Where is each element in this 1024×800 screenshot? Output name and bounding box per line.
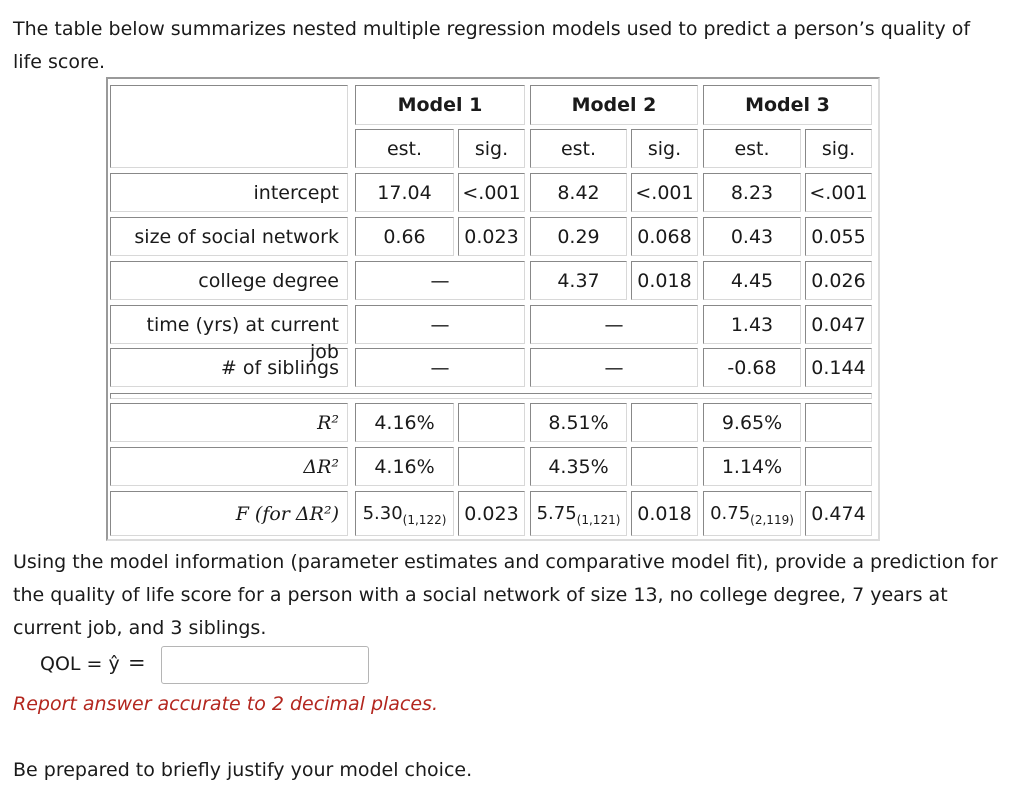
answer-label: QOL = ŷ — [40, 653, 120, 675]
table-corner — [110, 85, 348, 168]
equals-sign: = — [128, 651, 146, 675]
f-df: (1,121) — [576, 512, 621, 527]
row-label-siblings: # of siblings — [110, 348, 348, 387]
model-3-header: Model 3 — [703, 85, 872, 125]
row-label-time-at-job: time (yrs) at current — [110, 305, 348, 344]
row-label-college-degree: college degree — [110, 261, 348, 300]
model-1-header: Model 1 — [355, 85, 525, 125]
m1-est-header: est. — [355, 129, 454, 168]
table-cell: — — [530, 305, 698, 344]
table-cell: 8.51% — [530, 403, 627, 442]
row-label-intercept: intercept — [110, 173, 348, 212]
table-cell: — — [530, 348, 698, 387]
f-value-m1 — [355, 491, 454, 536]
table-cell: 4.16% — [355, 403, 454, 442]
table-cell — [631, 447, 698, 486]
answer-input[interactable] — [161, 646, 369, 684]
table-cell: — — [355, 261, 525, 300]
table-cell: 4.45 — [703, 261, 801, 300]
f-value: 5.75 — [536, 503, 577, 524]
report-note: Report answer accurate to 2 decimal places. — [13, 693, 438, 715]
f-value: 5.30 — [362, 503, 403, 524]
f-df: (1,122) — [402, 512, 447, 527]
table-cell: 8.23 — [703, 173, 801, 212]
f-df: (2,119) — [750, 512, 794, 527]
table-cell: 1.14% — [703, 447, 801, 486]
m2-est-header: est. — [530, 129, 627, 168]
table-cell: 4.16% — [355, 447, 454, 486]
f-value-m2 — [530, 491, 627, 536]
table-divider — [110, 393, 872, 399]
table-cell: <.001 — [631, 173, 698, 212]
table-cell: 0.047 — [805, 305, 872, 344]
table-cell: 8.42 — [530, 173, 627, 212]
table-cell: 0.018 — [631, 491, 698, 536]
table-cell: — — [355, 305, 525, 344]
table-cell: 0.018 — [631, 261, 698, 300]
table-cell: -0.68 — [703, 348, 801, 387]
table-cell: 0.023 — [458, 491, 525, 536]
table-cell — [631, 403, 698, 442]
m3-sig-header: sig. — [805, 129, 872, 168]
table-cell: 9.65% — [703, 403, 801, 442]
row-label-r2: R² — [110, 403, 348, 442]
table-cell — [458, 447, 525, 486]
table-cell: 4.35% — [530, 447, 627, 486]
f-value: 0.75 — [710, 503, 751, 524]
intro-text: The table below summarizes nested multiple regression models used to predict a person’s quality of life score. — [13, 18, 971, 73]
table-cell: 17.04 — [355, 173, 454, 212]
question-text: Using the model information (parameter estimates and comparative model fit), provide a prediction for the quality of life score for a person with a social network of size 13, no college degree, 7 years at current job, and 3 siblings. — [13, 551, 998, 639]
table-cell — [805, 447, 872, 486]
table-cell: <.001 — [805, 173, 872, 212]
table-cell: 0.026 — [805, 261, 872, 300]
row-label-delta-r2: ΔR² — [110, 447, 348, 486]
table-cell: 0.023 — [458, 217, 525, 256]
row-label-overflow-job: job — [310, 341, 339, 363]
model-2-header: Model 2 — [530, 85, 698, 125]
table-cell — [805, 403, 872, 442]
table-cell — [458, 403, 525, 442]
table-cell: — — [355, 348, 525, 387]
table-cell: 0.474 — [805, 491, 872, 536]
table-cell: 4.37 — [530, 261, 627, 300]
row-label-social-network: size of social network — [110, 217, 348, 256]
table-cell: 0.43 — [703, 217, 801, 256]
table-cell: 0.144 — [805, 348, 872, 387]
f-value-m3 — [703, 491, 801, 536]
m1-sig-header: sig. — [458, 129, 525, 168]
row-label-f: F (for ΔR²) — [110, 491, 348, 536]
m3-est-header: est. — [703, 129, 801, 168]
table-cell: 1.43 — [703, 305, 801, 344]
table-cell: 0.068 — [631, 217, 698, 256]
m2-sig-header: sig. — [631, 129, 698, 168]
table-cell: <.001 — [458, 173, 525, 212]
table-cell: 0.66 — [355, 217, 454, 256]
table-cell: 0.055 — [805, 217, 872, 256]
table-cell: 0.29 — [530, 217, 627, 256]
prepared-note: Be prepared to briefly justify your model choice. — [13, 759, 473, 781]
